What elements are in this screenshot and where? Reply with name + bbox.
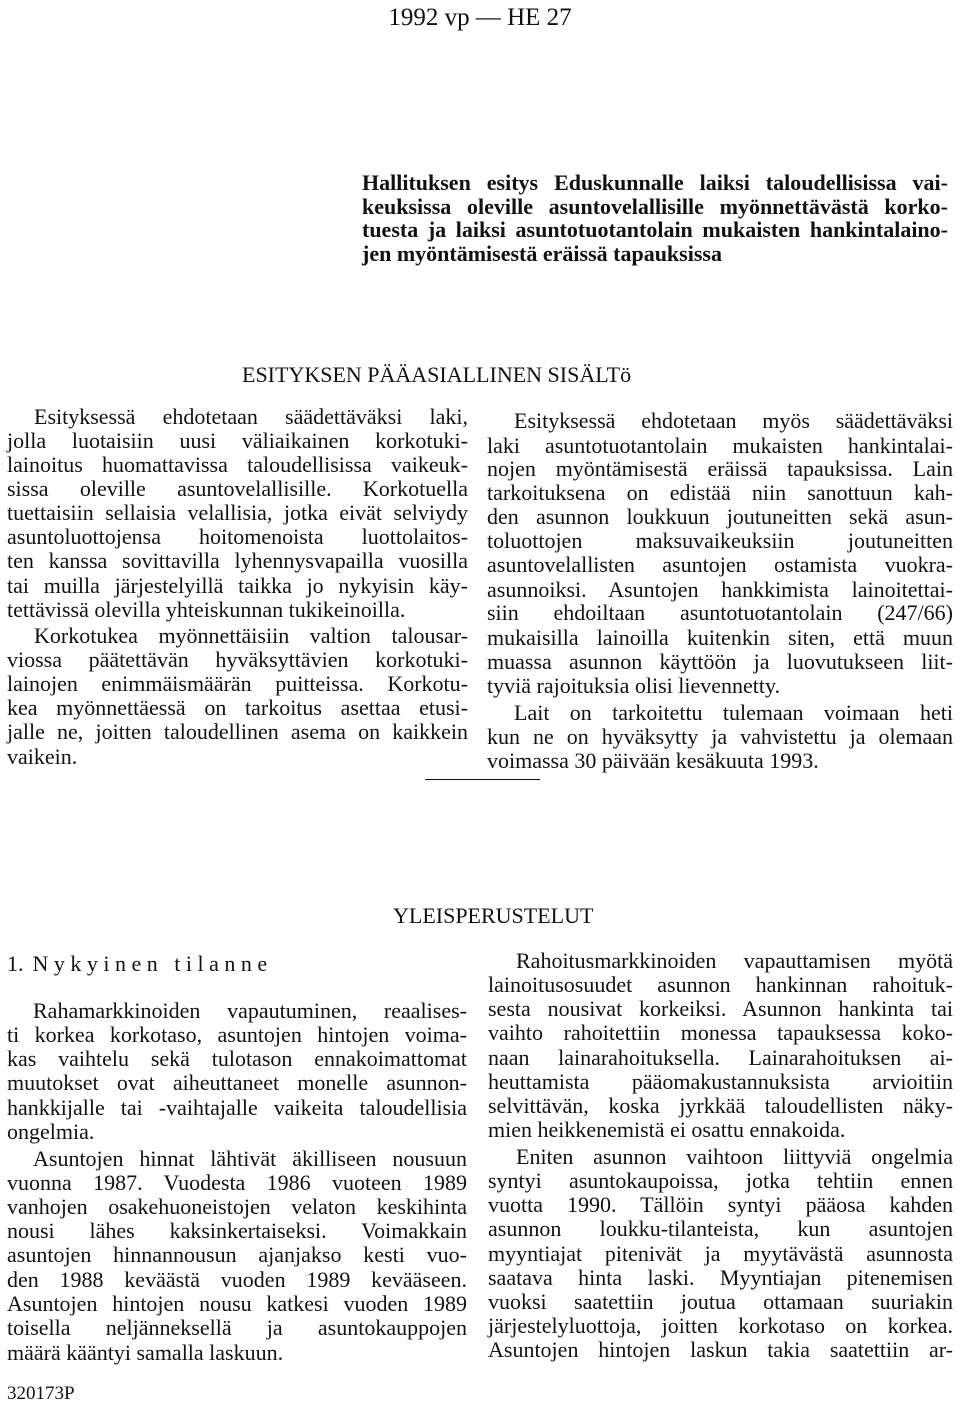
text-line: asuntojen hinnannousun ajanjakso kesti vuo- (7, 1242, 467, 1267)
text-line: Korkotukea myönnettäisiin valtion talousar- (34, 623, 468, 648)
text-line: vuotta 1990. Tällöin syntyi pääosa kahden (488, 1192, 953, 1217)
text-line: Asuntojen hintojen laskun takia saatettiin ar- (488, 1337, 953, 1362)
page-header: 1992 vp — HE 27 (388, 4, 572, 31)
text-line: naan lainarahoituksella. Lainarahoituksen ai- (488, 1045, 953, 1070)
text-line: den asunnon loukkuun joutuneitten sekä asun- (487, 504, 953, 529)
text-line: jalle ne, joitten taloudellinen asema on kaikkein (7, 719, 468, 744)
text-line: toisella neljänneksellä ja asuntokauppojen (7, 1315, 467, 1340)
text-line: tyviä rajoituksia olisi lievennetty. (487, 673, 781, 698)
text-line: lainojen enimmäismäärän puitteissa. Korkotu- (7, 671, 468, 696)
text-line: laki asuntotuotantolain mukaisten hankintalai- (487, 433, 953, 458)
text-line: järjestelyluottoja, joitten korkotaso on korkea. (488, 1313, 953, 1338)
text-line: nojen myöntämisestä eräissä tapauksissa. Lain (487, 456, 953, 481)
text-line: heuttamista pääomakustannuksista arvioitiin (488, 1069, 953, 1094)
text-line: selvittävän, koska jyrkkää taloudellisten näky- (488, 1093, 953, 1118)
text-line: lainoitusosuudet asunnon hankinnan rahoituk- (488, 972, 953, 997)
text-line: ten kanssa sovittavilla lyhennysvapailla vuosilla (7, 548, 468, 573)
text-line: nousi lähes kaksinkertaiseksi. Voimakkain (7, 1218, 467, 1243)
text-line: vuoksi saatettiin joutua ottamaan suuriakin (488, 1289, 953, 1314)
text-line: Rahoitusmarkkinoiden vapauttamisen myötä (516, 948, 953, 973)
text-line: Rahamarkkinoiden vapautuminen, reaalises- (33, 998, 467, 1023)
text-line: tarkoituksena on edistää niin sanottuun kah- (487, 480, 953, 505)
text-line: tuettaisiin sellaisia velallisia, jotka eivät selviydy (7, 500, 468, 525)
text-line: syntyi asuntokaupoissa, jotka tehtiin ennen (488, 1168, 953, 1193)
text-line: Asuntojen hintojen nousu katkesi vuoden 1989 (7, 1291, 467, 1316)
section-title (7, 952, 273, 976)
text-line: vaikein. (7, 744, 78, 769)
bill-title-line: keuksissa oleville asuntovelallisille myönnettävästä korko- (362, 194, 948, 219)
text-line: asunnoiksi. Asuntojen hankkimista lainoitettai- (487, 577, 953, 602)
text-line: vuonna 1987. Vuodesta 1986 vuoteen 1989 (7, 1170, 467, 1195)
bill-title-line: jen myöntämisestä eräissä tapauksissa (362, 241, 722, 266)
text-line: kas vaihtelu sekä tulotason ennakoimattomat (7, 1046, 467, 1071)
text-line: Esityksessä ehdotetaan säädettäväksi laki, (34, 404, 468, 429)
text-line: Asuntojen hinnat lähtivät äkilliseen nousuun (33, 1146, 467, 1171)
text-line: tettävissä olevilla yhteiskunnan tukikeinoilla. (7, 597, 406, 622)
text-line: vaihto rahoitettiin monessa tapauksessa koko- (488, 1020, 953, 1045)
text-line: mukaisilla lainoilla kuitenkin siten, että muun (487, 625, 953, 650)
text-line: mien heikkenemistä ei osattu ennakoida. (488, 1117, 846, 1142)
text-line: muassa asunnon käyttöön ja luovutukseen liit- (487, 649, 953, 674)
section-divider (425, 779, 540, 780)
text-line: kun ne on hyväksytty ja vahvistettu ja olemaan (487, 724, 953, 749)
bill-title-line: Hallituksen esitys Eduskunnalle laiksi taloudellisissa vai- (362, 170, 948, 195)
text-line: kea myönnettäessä on tarkoitus asettaa etusi- (7, 695, 468, 720)
text-line: saatava hinta laski. Myyntiajan pitenemisen (488, 1265, 953, 1290)
text-line: ti korkea korkotaso, asuntojen hintojen voima- (7, 1022, 467, 1047)
bill-title-line: tuesta ja laiksi asuntotuotantolain mukaisten hankintalaino- (362, 217, 948, 242)
text-line: tai muilla järjestelyillä taikka jo nykyisin käy- (7, 573, 468, 598)
summary-heading: ESITYKSEN PÄÄASIALLINEN SISÄLTö (242, 362, 632, 387)
general-heading: YLEISPERUSTELUT (393, 903, 594, 928)
section-title-text: Nykyinen tilanne (32, 951, 273, 976)
text-line: Esityksessä ehdotetaan myös säädettäväksi (514, 408, 953, 433)
text-line: viossa päätettävän hyväksyttävien korkotuki- (7, 647, 468, 672)
text-line: muutokset ovat aiheuttaneet monelle asunnon- (7, 1070, 467, 1095)
text-line: hankkijalle tai -vaihtajalle vaikeita taloudellisia (7, 1095, 467, 1120)
text-line: den 1988 keväästä vuoden 1989 kevääseen. (7, 1267, 467, 1292)
text-line: sissa oleville asuntovelallisille. Korkotuella (7, 476, 468, 501)
text-line: asuntovelallisten asuntojen ostamista vuokra- (487, 552, 953, 577)
text-line: vanhojen osakehuoneistojen velaton keskihinta (7, 1194, 467, 1219)
text-line: määrä kääntyi samalla laskuun. (7, 1340, 284, 1365)
text-line: ongelmia. (7, 1119, 95, 1144)
text-line: voimassa 30 päivään kesäkuuta 1993. (487, 748, 819, 773)
text-line: toluottojen maksuvaikeuksiin joutuneitten (487, 528, 953, 553)
text-line: Eniten asunnon vaihtoon liittyviä ongelmia (516, 1144, 953, 1169)
text-line: Lait on tarkoitettu tulemaan voimaan heti (514, 700, 953, 725)
text-line: myyntiajat pitenivät ja myytävästä asunnosta (488, 1241, 953, 1266)
text-line: lainoitus huomattavissa taloudellisissa vaikeuk- (7, 452, 468, 477)
section-number: 1. (7, 951, 24, 976)
text-line: asunnon loukku-tilanteista, kun asuntojen (488, 1216, 953, 1241)
page-footer-code: 320173P (7, 1383, 75, 1404)
text-line: asuntoluottojensa hoitomenoista luottolaitos- (7, 524, 468, 549)
text-line: sesta nousivat korkeiksi. Asunnon hankinta tai (488, 996, 953, 1021)
text-line: jolla luotaisiin uusi väliaikainen korkotuki- (7, 428, 468, 453)
text-line: siin ehdoiltaan asuntotuotantolain (247/66) (487, 600, 953, 625)
